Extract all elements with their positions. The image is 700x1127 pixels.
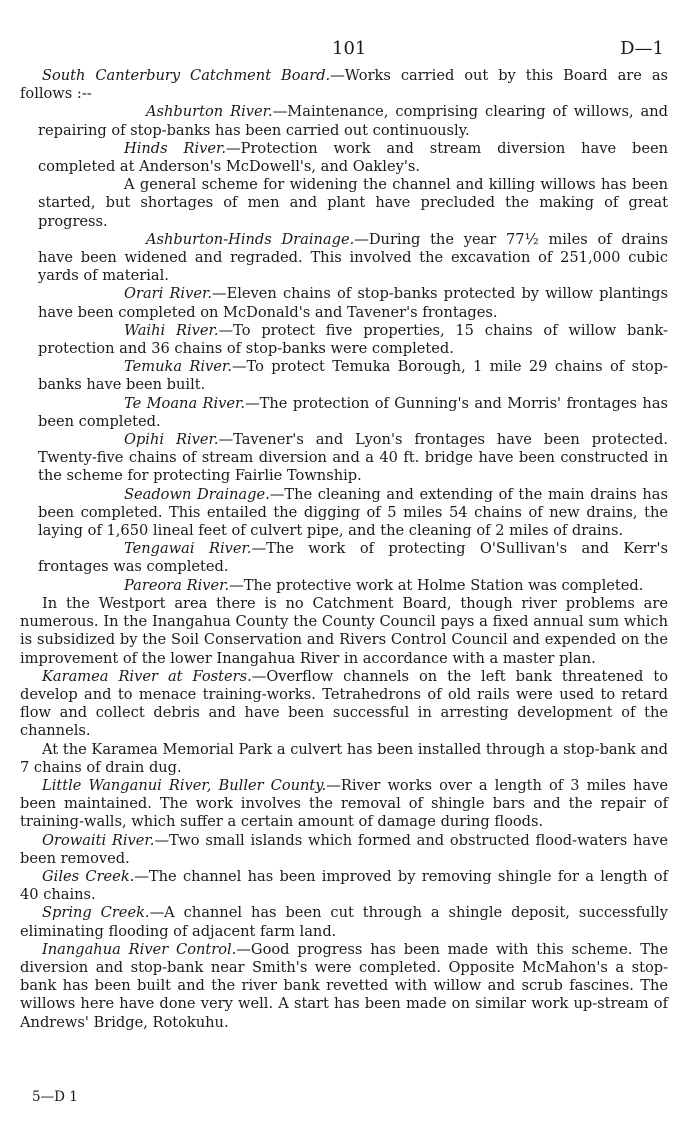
paragraph-heading: Opihi River. bbox=[124, 431, 219, 449]
south-canterbury-works bbox=[20, 103, 668, 594]
paragraph-ashburton-river bbox=[38, 103, 668, 139]
paragraph-heading: Orowaiti River. bbox=[42, 831, 155, 849]
paragraph-orowaiti-river bbox=[20, 832, 668, 868]
paragraph-text: —During the year 77½ miles of drains have been widened and regraded. This involved the excavation of 251,000 cubic yards of material. bbox=[38, 230, 668, 285]
paragraph-heading: Inangahua River Control. bbox=[42, 940, 237, 958]
paragraph-heading: Spring Creek. bbox=[42, 904, 150, 922]
paragraph-temuka-river bbox=[38, 358, 668, 394]
document-reference: D—1 bbox=[620, 38, 664, 59]
paragraph-text: —Protection work and stream diversion have been completed at Anderson's McDowell's, and Oakley's. bbox=[38, 139, 668, 176]
paragraph-south-canterbury bbox=[20, 67, 668, 103]
paragraph-text: A general scheme for widening the channel and killing willows has been started, but shortages of men and plant have precluded the making of great progress. bbox=[38, 176, 668, 230]
paragraph-karamea-memorial-park bbox=[20, 741, 668, 777]
page-header bbox=[0, 38, 700, 62]
paragraph-text: —Eleven chains of stop-banks protected by willow plantings have been completed on McDonald's and Tavener's frontages. bbox=[38, 285, 668, 321]
paragraph-heading: Te Moana River. bbox=[124, 394, 246, 412]
paragraph-heading: Karamea River at Fosters. bbox=[42, 667, 252, 685]
paragraph-hinds-river bbox=[38, 140, 668, 176]
paragraph-seadown-drainage bbox=[38, 486, 668, 541]
paragraph-pareora-river bbox=[38, 577, 668, 595]
paragraph-heading: Hinds River. bbox=[124, 139, 227, 157]
paragraph-text: —The protection of Gunning's and Morris' frontages has been completed. bbox=[38, 394, 669, 430]
paragraph-heading: Giles Creek. bbox=[42, 867, 135, 885]
paragraph-heading: Seadown Drainage. bbox=[124, 485, 270, 503]
paragraph-general-scheme bbox=[38, 176, 668, 231]
paragraph-text: —To protect Temuka Borough, 1 mile 29 chains of stop-banks have been built. bbox=[38, 358, 668, 394]
paragraph-heading: South Canterbury Catchment Board. bbox=[42, 67, 331, 84]
paragraph-text: —Maintenance, comprising clearing of willows, and repairing of stop-banks has been carried out continuously. bbox=[38, 103, 668, 139]
paragraph-karamea-river bbox=[20, 668, 668, 741]
paragraph-text: —A channel has been cut through a shingle deposit, successfully eliminating flooding of adjacent farm land. bbox=[20, 904, 668, 940]
paragraph-text: —The cleaning and extending of the main drains has been completed. This entailed the digging of 5 miles 54 chains of new drains, the laying of 1,650 lineal feet of culvert pipe, and the cleaning of 2 miles of drains. bbox=[38, 485, 668, 540]
paragraph-tengawai-river bbox=[38, 540, 668, 576]
paragraph-text: —Tavener's and Lyon's frontages have been protected. Twenty-five chains of stream diversion and a 40 ft. bridge have been constructed in the scheme for protecting Fairlie Township. bbox=[38, 431, 668, 485]
page-number: 101 bbox=[332, 38, 367, 59]
paragraph-heading: Waihi River. bbox=[124, 321, 219, 339]
paragraph-text: At the Karamea Memorial Park a culvert has been installed through a stop-bank and 7 chains of drain dug. bbox=[20, 740, 668, 776]
report-body bbox=[20, 67, 668, 1032]
paragraph-waihi-river bbox=[38, 322, 668, 358]
paragraph-heading: Orari River. bbox=[124, 285, 212, 303]
paragraph-heading: Pareora River. bbox=[124, 576, 230, 594]
paragraph-text: —The protective work at Holme Station was completed. bbox=[229, 576, 644, 594]
paragraph-ashburton-hinds-drainage bbox=[38, 231, 668, 286]
paragraph-heading: Ashburton-Hinds Drainage. bbox=[146, 230, 355, 248]
paragraph-text: —Two small islands which formed and obstructed flood-waters have been removed. bbox=[20, 831, 668, 867]
paragraph-text: —The channel has been improved by removing shingle for a length of 40 chains. bbox=[20, 867, 668, 904]
paragraph-text: —Overflow channels on the left bank threatened to develop and to menace training-works. Tetrahedrons of old rails were used to retard flow and collect debris and have been successful in arresting development of the channels. bbox=[20, 667, 668, 740]
paragraph-te-moana-river bbox=[38, 395, 668, 431]
paragraph-text: —Works carried out by this Board are as follows :-- bbox=[20, 67, 669, 103]
paragraph-text: —River works over a length of 3 miles have been maintained. The work involves the removal of shingle bars and the repair of training-walls, which suffer a certain amount of damage during floods. bbox=[20, 776, 669, 831]
paragraph-text: In the Westport area there is no Catchment Board, though river problems are numerous. In the Inangahua County the County Council pays a fixed annual sum which is subsidized by the Soil Conservation and Rivers Control Council and expended on the improvement of the lower Inangahua River in accordance with a master plan. bbox=[20, 594, 668, 667]
paragraph-westport-area bbox=[20, 595, 668, 668]
paragraph-text: —The work of protecting O'Sullivan's and Kerr's frontages was completed. bbox=[38, 540, 668, 576]
paragraph-opihi-river bbox=[38, 431, 668, 486]
paragraph-spring-creek bbox=[20, 904, 668, 940]
paragraph-text: —Good progress has been made with this scheme. The diversion and stop-bank near Smith's were completed. Opposite McMahon's a stop-bank has been built and the river bank revetted with willow and scrub fascines. The willows here have done very well. A start has been made on similar work up-stream of Andrews' Bridge, Rotokuhu. bbox=[20, 940, 668, 1031]
paragraph-orari-river bbox=[38, 285, 668, 321]
paragraph-little-wanganui-river bbox=[20, 777, 668, 832]
paragraph-heading: Temuka River. bbox=[124, 358, 232, 376]
paragraph-heading: Tengawai River. bbox=[124, 540, 252, 558]
paragraph-inangahua-river-control bbox=[20, 941, 668, 1032]
paragraph-text: —To protect five properties, 15 chains of willow bank-protection and 36 chains of stop-banks were completed. bbox=[38, 321, 668, 358]
page-signature: 5—D 1 bbox=[32, 1089, 78, 1105]
paragraph-heading: Little Wanganui River, Buller County. bbox=[42, 776, 327, 794]
paragraph-giles-creek bbox=[20, 868, 668, 904]
paragraph-heading: Ashburton River. bbox=[146, 103, 273, 121]
